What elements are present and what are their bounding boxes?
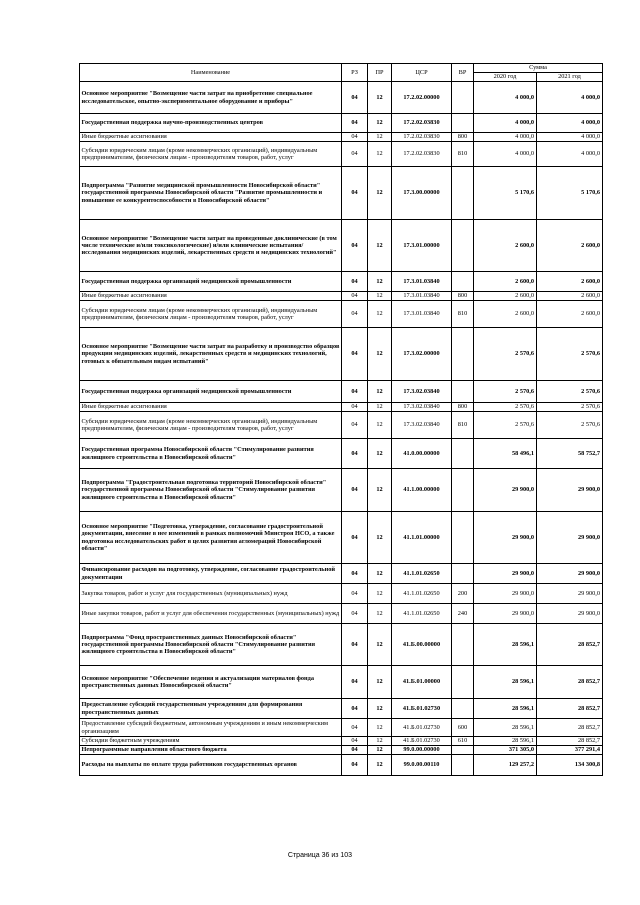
row-rz: 04	[342, 272, 368, 292]
table-row	[80, 564, 603, 584]
row-amount-2021: 4 000,0	[537, 82, 603, 114]
row-pr: 12	[368, 469, 392, 512]
row-rz: 04	[342, 381, 368, 403]
table-row	[80, 412, 603, 439]
row-csr: 41.Б.01.02730	[392, 737, 452, 746]
row-pr: 12	[368, 624, 392, 666]
row-csr: 17.2.02.03830	[392, 114, 452, 133]
row-name: Основное мероприятие "Возмещение части затрат на разработку и производство образцов продукции медицинских изделий, лекарственных средств и медицинских технологий, готовых к обязательным видам испытаний"	[80, 328, 342, 381]
row-csr: 17.3.01.03840	[392, 301, 452, 328]
row-vr: 810	[452, 301, 474, 328]
row-amount-2020: 4 000,0	[474, 142, 537, 167]
row-vr	[452, 666, 474, 699]
table-row	[80, 114, 603, 133]
row-amount-2020: 4 000,0	[474, 114, 537, 133]
row-csr: 17.3.02.03840	[392, 403, 452, 412]
row-csr: 17.2.02.00000	[392, 82, 452, 114]
row-vr	[452, 564, 474, 584]
row-amount-2021: 28 852,7	[537, 624, 603, 666]
row-rz: 04	[342, 328, 368, 381]
row-amount-2021: 4 000,0	[537, 142, 603, 167]
row-amount-2021: 4 000,0	[537, 114, 603, 133]
row-rz: 04	[342, 469, 368, 512]
row-amount-2021: 29 900,0	[537, 604, 603, 624]
row-vr: 240	[452, 604, 474, 624]
row-vr	[452, 328, 474, 381]
row-name: Основное мероприятие "Возмещение части затрат на приобретение специальное исследовательское, опытно-экспериментальное оборудование и приборы"	[80, 82, 342, 114]
row-name: Государственная поддержка организаций медицинской промышленности	[80, 272, 342, 292]
row-vr	[452, 469, 474, 512]
row-rz: 04	[342, 584, 368, 604]
row-vr: 810	[452, 142, 474, 167]
table-row	[80, 584, 603, 604]
row-name: Государственная программа Новосибирской области "Стимулирование развития жилищного строительства в Новосибирской области"	[80, 439, 342, 469]
row-rz: 04	[342, 220, 368, 272]
row-csr: 41.Б.01.02730	[392, 699, 452, 719]
row-amount-2020: 29 900,0	[474, 512, 537, 564]
row-vr: 800	[452, 403, 474, 412]
row-vr	[452, 699, 474, 719]
row-rz: 04	[342, 301, 368, 328]
row-rz: 04	[342, 624, 368, 666]
row-amount-2021: 2 570,6	[537, 412, 603, 439]
row-csr: 17.2.02.03830	[392, 142, 452, 167]
page-number: Страница 36 из 103	[287, 852, 353, 859]
row-name: Подпрограмма "Градостроительная подготовка территорий Новосибирской области" государственной программы Новосибирской области "Стимулирование развития жилищного строительства в Новосибирской области"	[80, 469, 342, 512]
row-vr	[452, 114, 474, 133]
row-amount-2020: 29 900,0	[474, 604, 537, 624]
header-year-2020: 2020 год	[474, 73, 537, 82]
row-csr: 41.1.00.00000	[392, 469, 452, 512]
row-name: Иные бюджетные ассигнования	[80, 292, 342, 301]
row-csr: 41.1.01.02650	[392, 564, 452, 584]
row-name: Непрограммные направления областного бюджета	[80, 746, 342, 755]
row-pr: 12	[368, 439, 392, 469]
row-amount-2020: 2 570,6	[474, 403, 537, 412]
row-name: Субсидии юридическим лицам (кроме некоммерческих организаций), индивидуальным предпринимателям, физическим лицам - производителям товаров, работ, услуг	[80, 142, 342, 167]
table-row	[80, 469, 603, 512]
row-pr: 12	[368, 142, 392, 167]
table-row	[80, 737, 603, 746]
table-row	[80, 512, 603, 564]
row-amount-2020: 371 305,0	[474, 746, 537, 755]
row-amount-2020: 2 600,0	[474, 272, 537, 292]
row-name: Подпрограмма "Развитие медицинской промышленности Новосибирской области" государственной программы Новосибирской области "Развитие промышленности и повышение ее конкурентоспособности в Новосибирской области"	[80, 167, 342, 220]
row-rz: 04	[342, 746, 368, 755]
row-name: Государственная поддержка организаций медицинской промышленности	[80, 381, 342, 403]
row-pr: 12	[368, 272, 392, 292]
header-csr: ЦСР	[392, 64, 452, 82]
row-amount-2021: 2 570,6	[537, 328, 603, 381]
row-name: Предоставление субсидий государственным учреждениям для формирования пространственных данных	[80, 699, 342, 719]
table-row	[80, 272, 603, 292]
header-year-2021: 2021 год	[537, 73, 603, 82]
header-sum: Сумма	[474, 64, 603, 73]
row-name: Основное мероприятие "Возмещение части затрат на проведенные доклинические (в том числе технические и/или токсикологические) и/или клинические испытания/исследования медицинских изделий, лекарственных средств и медицинских технологий"	[80, 220, 342, 272]
row-rz: 04	[342, 755, 368, 776]
row-amount-2021: 5 170,6	[537, 167, 603, 220]
row-amount-2021: 29 900,0	[537, 584, 603, 604]
row-rz: 04	[342, 114, 368, 133]
header-name: Наименование	[80, 64, 342, 82]
row-vr: 800	[452, 292, 474, 301]
row-csr: 17.3.01.03840	[392, 292, 452, 301]
budget-table	[79, 63, 603, 776]
table-row	[80, 403, 603, 412]
row-pr: 12	[368, 133, 392, 142]
row-rz: 04	[342, 142, 368, 167]
row-csr: 41.Б.00.00000	[392, 624, 452, 666]
row-amount-2020: 2 600,0	[474, 301, 537, 328]
row-csr: 41.Б.01.02730	[392, 719, 452, 737]
row-name: Предоставление субсидий бюджетным, автономным учреждениям и иным некоммерческим организациям	[80, 719, 342, 737]
row-amount-2021: 377 291,4	[537, 746, 603, 755]
row-vr	[452, 82, 474, 114]
row-amount-2020: 4 000,0	[474, 133, 537, 142]
row-vr	[452, 755, 474, 776]
row-csr: 99.0.00.00000	[392, 746, 452, 755]
row-name: Расходы на выплаты по оплате труда работников государственных органов	[80, 755, 342, 776]
row-vr	[452, 381, 474, 403]
row-amount-2021: 28 852,7	[537, 699, 603, 719]
table-row	[80, 142, 603, 167]
row-vr	[452, 220, 474, 272]
row-amount-2020: 28 596,1	[474, 624, 537, 666]
row-vr	[452, 746, 474, 755]
row-pr: 12	[368, 301, 392, 328]
row-name: Финансирование расходов на подготовку, утверждение, согласование градостроительной документации	[80, 564, 342, 584]
row-amount-2021: 29 900,0	[537, 564, 603, 584]
header-vr: ВР	[452, 64, 474, 82]
row-csr: 41.0.00.00000	[392, 439, 452, 469]
header-pr: ПР	[368, 64, 392, 82]
row-amount-2021: 2 570,6	[537, 403, 603, 412]
table-row	[80, 328, 603, 381]
row-pr: 12	[368, 381, 392, 403]
table-body	[80, 82, 603, 776]
row-amount-2021: 29 900,0	[537, 512, 603, 564]
table-row	[80, 719, 603, 737]
row-amount-2020: 2 600,0	[474, 292, 537, 301]
row-rz: 04	[342, 133, 368, 142]
row-pr: 12	[368, 114, 392, 133]
row-amount-2020: 29 900,0	[474, 469, 537, 512]
table-row	[80, 301, 603, 328]
row-amount-2020: 28 596,1	[474, 666, 537, 699]
row-pr: 12	[368, 220, 392, 272]
row-amount-2020: 58 496,1	[474, 439, 537, 469]
row-pr: 12	[368, 167, 392, 220]
row-name: Иные бюджетные ассигнования	[80, 133, 342, 142]
row-amount-2020: 29 900,0	[474, 564, 537, 584]
row-pr: 12	[368, 292, 392, 301]
row-rz: 04	[342, 666, 368, 699]
row-vr	[452, 512, 474, 564]
row-csr: 17.3.01.03840	[392, 272, 452, 292]
row-pr: 12	[368, 755, 392, 776]
row-rz: 04	[342, 292, 368, 301]
header-rz: РЗ	[342, 64, 368, 82]
row-rz: 04	[342, 403, 368, 412]
table-row	[80, 604, 603, 624]
row-rz: 04	[342, 564, 368, 584]
row-rz: 04	[342, 719, 368, 737]
row-csr: 17.3.01.00000	[392, 220, 452, 272]
row-rz: 04	[342, 82, 368, 114]
table-row	[80, 755, 603, 776]
table-row	[80, 381, 603, 403]
row-csr: 17.3.00.00000	[392, 167, 452, 220]
table-row	[80, 624, 603, 666]
row-name: Основное мероприятие "Обеспечение ведения и актуализации материалов фонда пространственных данных Новосибирской области"	[80, 666, 342, 699]
row-pr: 12	[368, 719, 392, 737]
row-amount-2021: 58 752,7	[537, 439, 603, 469]
row-amount-2021: 28 852,7	[537, 719, 603, 737]
row-rz: 04	[342, 412, 368, 439]
row-pr: 12	[368, 403, 392, 412]
table-row	[80, 439, 603, 469]
row-amount-2021: 28 852,7	[537, 666, 603, 699]
row-name: Иные бюджетные ассигнования	[80, 403, 342, 412]
table-row	[80, 220, 603, 272]
row-amount-2020: 4 000,0	[474, 82, 537, 114]
row-amount-2020: 28 596,1	[474, 737, 537, 746]
table-row	[80, 746, 603, 755]
row-pr: 12	[368, 604, 392, 624]
row-pr: 12	[368, 666, 392, 699]
row-amount-2020: 129 257,2	[474, 755, 537, 776]
row-name: Иные закупки товаров, работ и услуг для обеспечения государственных (муниципальных) нужд	[80, 604, 342, 624]
row-name: Субсидии юридическим лицам (кроме некоммерческих организаций), индивидуальным предпринимателям, физическим лицам - производителям товаров, работ, услуг	[80, 301, 342, 328]
row-pr: 12	[368, 746, 392, 755]
row-amount-2020: 28 596,1	[474, 699, 537, 719]
row-amount-2020: 2 570,6	[474, 381, 537, 403]
row-vr	[452, 272, 474, 292]
row-amount-2021: 134 300,8	[537, 755, 603, 776]
row-vr: 600	[452, 719, 474, 737]
row-name: Подпрограмма "Фонд пространственных данных Новосибирской области" государственной программы Новосибирской области "Стимулирование развития жилищного строительства в Новосибирской области"	[80, 624, 342, 666]
row-pr: 12	[368, 512, 392, 564]
row-csr: 41.1.01.02650	[392, 604, 452, 624]
row-rz: 04	[342, 512, 368, 564]
row-pr: 12	[368, 584, 392, 604]
row-csr: 41.1.01.02650	[392, 584, 452, 604]
row-csr: 17.3.02.03840	[392, 412, 452, 439]
budget-table-container	[79, 63, 602, 776]
row-pr: 12	[368, 737, 392, 746]
row-pr: 12	[368, 412, 392, 439]
row-csr: 41.1.01.00000	[392, 512, 452, 564]
row-name: Основное мероприятие "Подготовка, утверждение, согласование градостроительной документации, внесение в нее изменений в рамках полномочий Минстроя НСО, а также подготовка исследовательских работ в целях развития агломераций Новосибирской области"	[80, 512, 342, 564]
row-name: Закупка товаров, работ и услуг для государственных (муниципальных) нужд	[80, 584, 342, 604]
row-vr: 810	[452, 412, 474, 439]
row-csr: 17.3.02.03840	[392, 381, 452, 403]
table-row	[80, 82, 603, 114]
row-name: Субсидии юридическим лицам (кроме некоммерческих организаций), индивидуальным предпринимателям, физическим лицам - производителям товаров, работ, услуг	[80, 412, 342, 439]
row-rz: 04	[342, 439, 368, 469]
table-row	[80, 292, 603, 301]
row-rz: 04	[342, 699, 368, 719]
table-row	[80, 699, 603, 719]
row-amount-2021: 4 000,0	[537, 133, 603, 142]
row-pr: 12	[368, 328, 392, 381]
row-amount-2020: 2 600,0	[474, 220, 537, 272]
row-csr: 99.0.00.00110	[392, 755, 452, 776]
row-vr	[452, 624, 474, 666]
row-name: Субсидии бюджетным учреждениям	[80, 737, 342, 746]
row-amount-2020: 28 596,1	[474, 719, 537, 737]
row-pr: 12	[368, 564, 392, 584]
row-vr: 800	[452, 133, 474, 142]
row-name: Государственная поддержка научно-производственных центров	[80, 114, 342, 133]
row-amount-2021: 2 600,0	[537, 272, 603, 292]
row-rz: 04	[342, 604, 368, 624]
row-rz: 04	[342, 167, 368, 220]
table-row	[80, 666, 603, 699]
row-amount-2021: 2 600,0	[537, 292, 603, 301]
row-vr: 200	[452, 584, 474, 604]
table-row	[80, 133, 603, 142]
row-csr: 17.2.02.03830	[392, 133, 452, 142]
row-amount-2020: 29 900,0	[474, 584, 537, 604]
row-amount-2021: 2 570,6	[537, 381, 603, 403]
row-amount-2020: 2 570,6	[474, 328, 537, 381]
row-amount-2020: 5 170,6	[474, 167, 537, 220]
row-vr	[452, 439, 474, 469]
row-amount-2021: 29 900,0	[537, 469, 603, 512]
table-row	[80, 167, 603, 220]
row-amount-2021: 2 600,0	[537, 301, 603, 328]
row-csr: 17.3.02.00000	[392, 328, 452, 381]
row-amount-2021: 28 852,7	[537, 737, 603, 746]
row-csr: 41.Б.01.00000	[392, 666, 452, 699]
row-pr: 12	[368, 82, 392, 114]
row-pr: 12	[368, 699, 392, 719]
row-vr: 610	[452, 737, 474, 746]
row-amount-2021: 2 600,0	[537, 220, 603, 272]
row-vr	[452, 167, 474, 220]
row-amount-2020: 2 570,6	[474, 412, 537, 439]
row-rz: 04	[342, 737, 368, 746]
